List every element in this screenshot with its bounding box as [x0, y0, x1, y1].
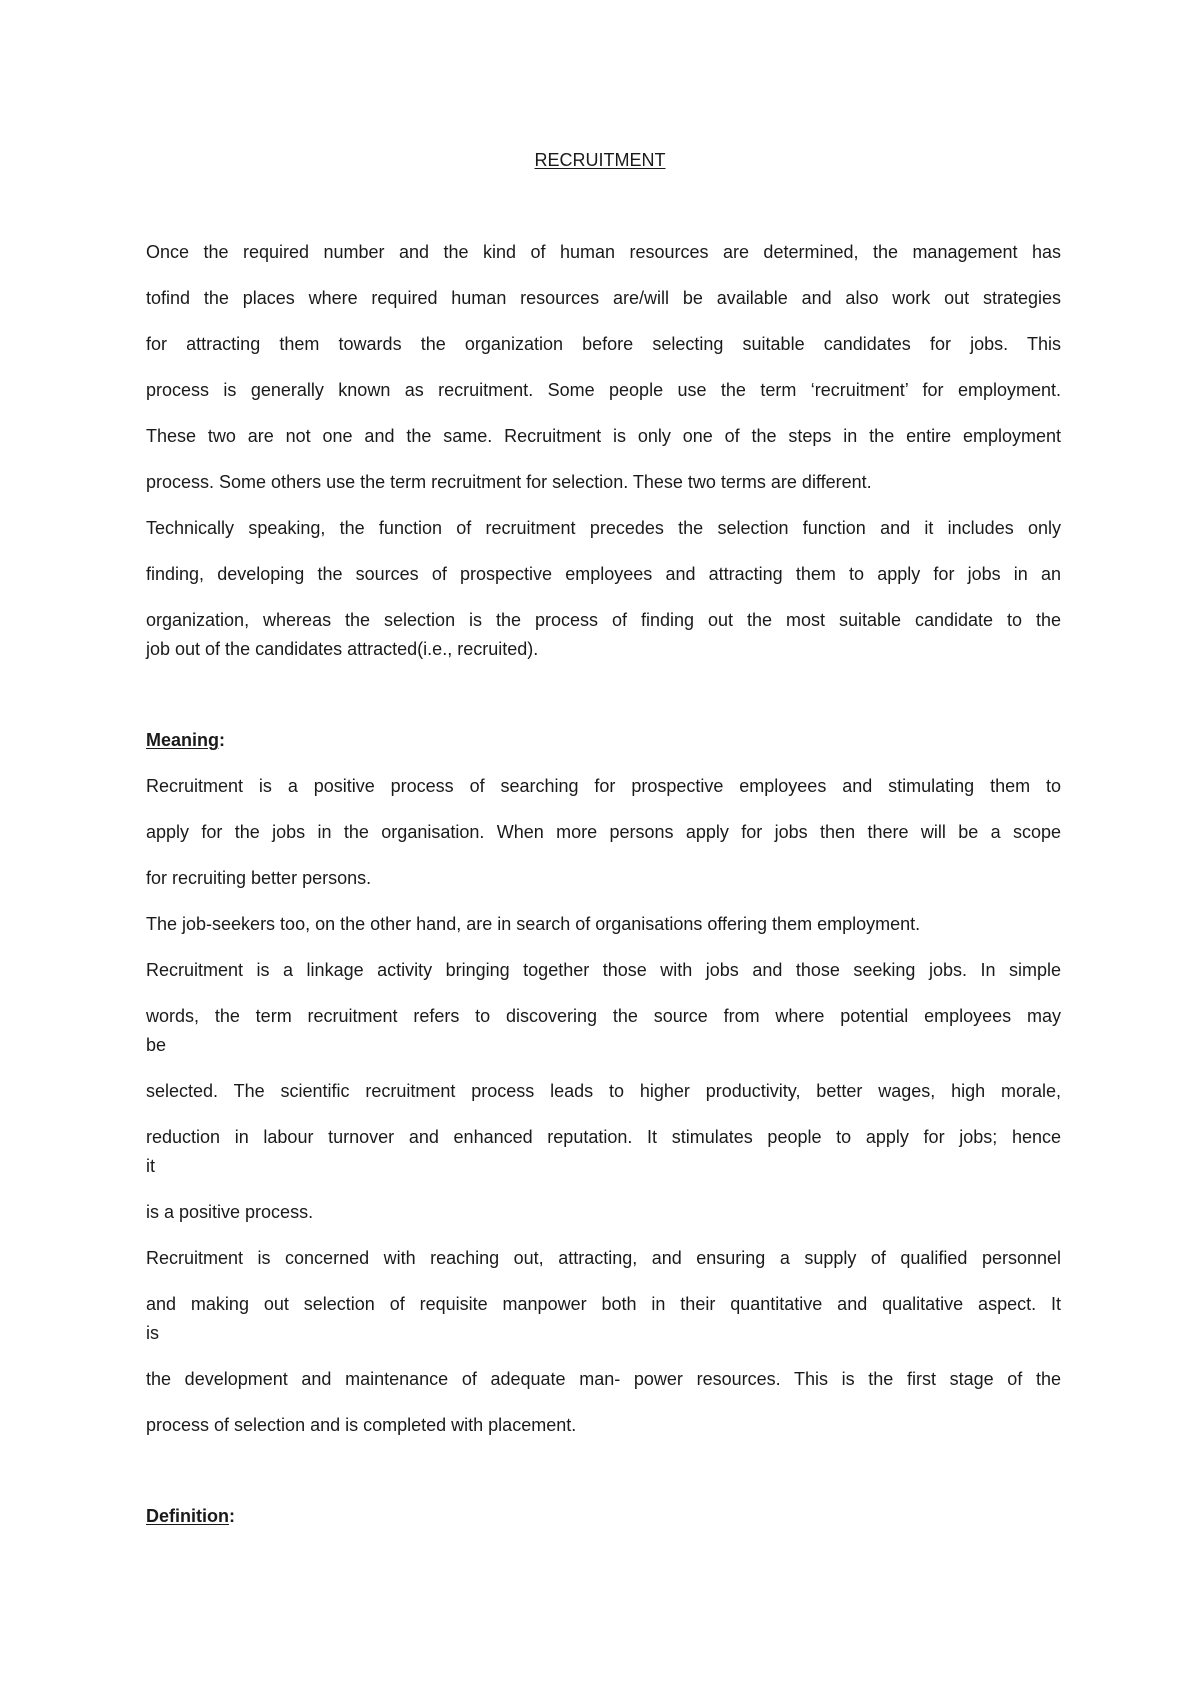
meaning-heading	[146, 729, 225, 751]
meaning-line: the development and maintenance of adequate man- power resources. This is the first stage of the	[146, 1369, 1061, 1389]
intro-line: job out of the candidates attracted(i.e., recruited).	[146, 639, 539, 659]
meaning-line: it	[146, 1156, 155, 1176]
meaning-line: reduction in labour turnover and enhanced reputation. It stimulates people to apply for jobs; hence	[146, 1127, 1061, 1147]
intro-line: finding, developing the sources of prospective employees and attracting them to apply for jobs in an	[146, 564, 1061, 584]
meaning-line: apply for the jobs in the organisation. When more persons apply for jobs then there will be a scope	[146, 822, 1061, 842]
meaning-line: is	[146, 1323, 159, 1343]
meaning-line: Recruitment is a linkage activity bringing together those with jobs and those seeking jobs. In simple	[146, 960, 1061, 980]
meaning-line: Recruitment is concerned with reaching out, attracting, and ensuring a supply of qualified personnel	[146, 1248, 1061, 1268]
intro-line: for attracting them towards the organization before selecting suitable candidates for jobs. This	[146, 334, 1061, 354]
definition-heading	[146, 1505, 235, 1527]
meaning-line: and making out selection of requisite manpower both in their quantitative and qualitative aspect. It	[146, 1294, 1061, 1314]
document-title: RECRUITMENT	[534, 150, 666, 170]
intro-line: organization, whereas the selection is the process of finding out the most suitable candidate to the	[146, 610, 1061, 630]
intro-line: Technically speaking, the function of recruitment precedes the selection function and it includes only	[146, 518, 1061, 538]
definition-heading-text: Definition	[146, 1506, 229, 1526]
meaning-line: The job-seekers too, on the other hand, are in search of organisations offering them employment.	[146, 914, 921, 934]
meaning-line: process of selection and is completed with placement.	[146, 1415, 577, 1435]
intro-line: These two are not one and the same. Recruitment is only one of the steps in the entire employment	[146, 426, 1061, 446]
meaning-line: words, the term recruitment refers to discovering the source from where potential employees may	[146, 1006, 1061, 1026]
meaning-heading-colon: :	[219, 730, 226, 750]
intro-line: process is generally known as recruitment. Some people use the term ‘recruitment’ for employment.	[146, 380, 1061, 400]
intro-line: process. Some others use the term recruitment for selection. These two terms are different.	[146, 472, 872, 492]
intro-line: tofind the places where required human resources are/will be available and also work out strategies	[146, 288, 1061, 308]
meaning-line: selected. The scientific recruitment process leads to higher productivity, better wages, high morale,	[146, 1081, 1061, 1101]
intro-line: Once the required number and the kind of human resources are determined, the management has	[146, 242, 1061, 262]
definition-heading-colon: :	[229, 1506, 235, 1526]
meaning-line: for recruiting better persons.	[146, 868, 372, 888]
meaning-line: Recruitment is a positive process of searching for prospective employees and stimulating them to	[146, 776, 1061, 796]
meaning-line: is a positive process.	[146, 1202, 314, 1222]
meaning-heading-text: Meaning	[146, 730, 220, 750]
meaning-line: be	[146, 1035, 167, 1055]
